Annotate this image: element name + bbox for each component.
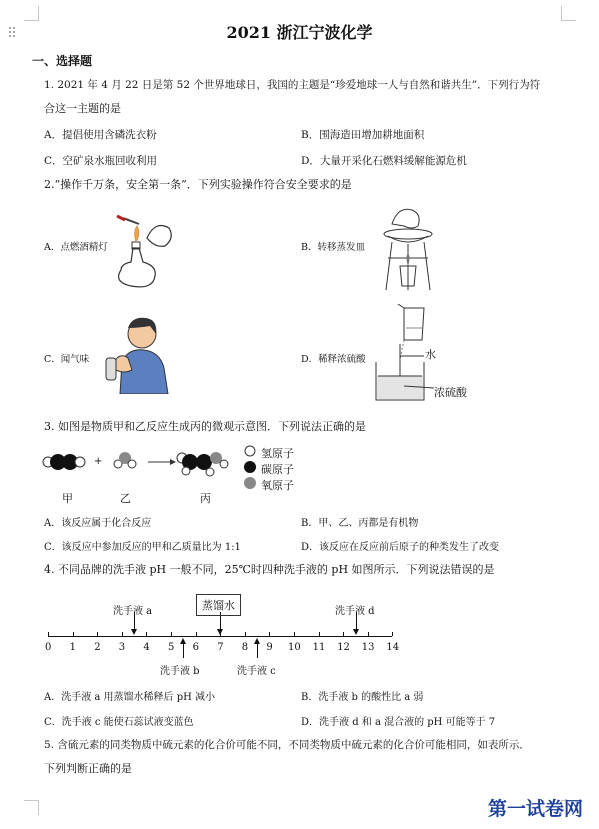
question-1-option-a: A．提倡使用含磷洗衣粉	[44, 129, 157, 141]
page-corner-top-left	[24, 6, 39, 21]
water-label: 水	[425, 348, 436, 361]
label-handwash-c: 洗手液 c	[237, 666, 276, 677]
label-distilled-water: 蒸馏水	[196, 594, 241, 616]
ph-tick-label: 6	[192, 642, 199, 653]
reaction-diagram	[40, 444, 240, 484]
label-handwash-d: 洗手液 d	[335, 606, 375, 617]
ph-axis-line	[48, 636, 392, 637]
question-3-option-d: D．该反应在反应前后原子的种类发生了改变	[301, 542, 500, 553]
ph-tick-label: 13	[361, 642, 375, 653]
site-watermark: 第一试卷网	[487, 798, 583, 820]
alcohol-lamp-lighting-illustration	[103, 210, 183, 292]
question-1-line-1: 1. 2021 年 4 月 22 日是第 52 个世界地球日，我国的主题是“珍爱地球一人与自然和谐共生”．下列行为符	[44, 79, 541, 91]
question-2-option-b: B．转移蒸发皿	[301, 242, 365, 253]
ph-tick-label: 2	[94, 642, 101, 653]
concentrated-sulfuric-acid-label: 浓硫酸	[434, 386, 467, 399]
question-2-text: 2.“操作千万条，安全第一条”．下列实验操作符合安全要求的是	[44, 178, 352, 191]
atom-legend-symbols	[242, 444, 258, 490]
label-handwash-a: 洗手液 a	[113, 606, 153, 617]
handwash-a-arrowhead	[131, 629, 137, 635]
reactant-yi-label: 乙	[120, 492, 131, 505]
question-3-text: 3. 如图是物质甲和乙反应生成丙的微观示意图．下列说法正确的是	[44, 420, 366, 433]
evaporating-dish-illustration	[378, 200, 438, 294]
question-4-option-b: B．洗手液 b 的酸性比 a 弱	[301, 692, 424, 703]
question-1-line-2: 合这一主题的是	[44, 102, 121, 115]
question-3-option-b: B．甲、乙、丙都是有机物	[301, 518, 419, 529]
product-bing-label: 丙	[200, 492, 211, 505]
ph-tick-label: 3	[118, 642, 126, 653]
ph-tick-mark	[392, 632, 393, 636]
question-2-option-c: C．闻气味	[44, 354, 90, 365]
question-2-option-a: A．点燃酒精灯	[44, 242, 108, 253]
ph-tick-label: 14	[386, 642, 400, 653]
question-3-option-a: A．该反应属于化合反应	[44, 518, 152, 529]
legend-oxygen-atom: 氧原子	[261, 479, 294, 492]
ph-tick-label: 7	[217, 642, 224, 653]
page-corner-bottom-left	[24, 800, 39, 815]
question-5-line-2: 下列判断正确的是	[44, 762, 132, 775]
ph-tick-label: 1	[69, 642, 76, 653]
ph-tick-label: 8	[241, 642, 249, 653]
question-4-option-a: A．洗手液 a 用蒸馏水稀释后 pH 减小	[44, 692, 216, 703]
question-1-option-c: C．空矿泉水瓶回收利用	[44, 155, 158, 167]
label-leader-lines	[400, 350, 440, 394]
handwash-c-arrowhead	[254, 638, 260, 644]
handwash-b-arrowhead	[180, 638, 186, 644]
handwash-d-arrowhead	[353, 629, 359, 635]
document-title: 2021 浙江宁波化学	[226, 23, 373, 42]
reactant-jia-label: 甲	[62, 492, 73, 505]
ph-tick-label: 4	[143, 642, 150, 653]
page-corner-top-right	[561, 6, 576, 21]
legend-hydrogen-atom: 氢原子	[261, 447, 294, 460]
ph-tick-label: 5	[168, 642, 175, 653]
question-1-option-b: B．围海造田增加耕地面积	[301, 129, 425, 141]
question-4-option-c: C．洗手液 c 能使石蕊试液变蓝色	[44, 717, 194, 728]
question-3-option-c: C．该反应中参加反应的甲和乙质量比为 1:1	[44, 542, 241, 553]
reaction-plus-sign: +	[94, 456, 103, 467]
ph-tick-label: 10	[288, 642, 301, 653]
label-handwash-b: 洗手液 b	[160, 666, 200, 677]
legend-carbon-atom: 碳原子	[261, 463, 294, 476]
question-4-option-d: D．洗手液 d 和 a 混合液的 pH 可能等于 7	[301, 717, 496, 728]
ph-tick-label: 12	[337, 642, 350, 653]
smelling-gas-illustration	[98, 312, 174, 394]
section-heading: 一、选择题	[32, 54, 93, 68]
question-5-line-1: 5. 含硫元素的同类物质中硫元素的化合价可能不同，不同类物质中硫元素的化合价可能相同，如表所示．	[44, 739, 530, 751]
question-1-option-d: D．大量开采化石燃料缓解能源危机	[301, 155, 467, 167]
question-2-option-d: D．稀释浓硫酸	[301, 354, 366, 365]
ph-tick-label: 9	[266, 642, 273, 653]
question-4-text: 4. 不同品牌的洗手液 pH 一般不同，25℃时四种洗手液的 pH 如图所示．下列说法错误的是	[44, 563, 495, 576]
ph-tick-label: 0	[45, 642, 52, 653]
distilled-water-arrowhead	[217, 629, 223, 635]
ph-tick-label: 11	[312, 642, 326, 653]
